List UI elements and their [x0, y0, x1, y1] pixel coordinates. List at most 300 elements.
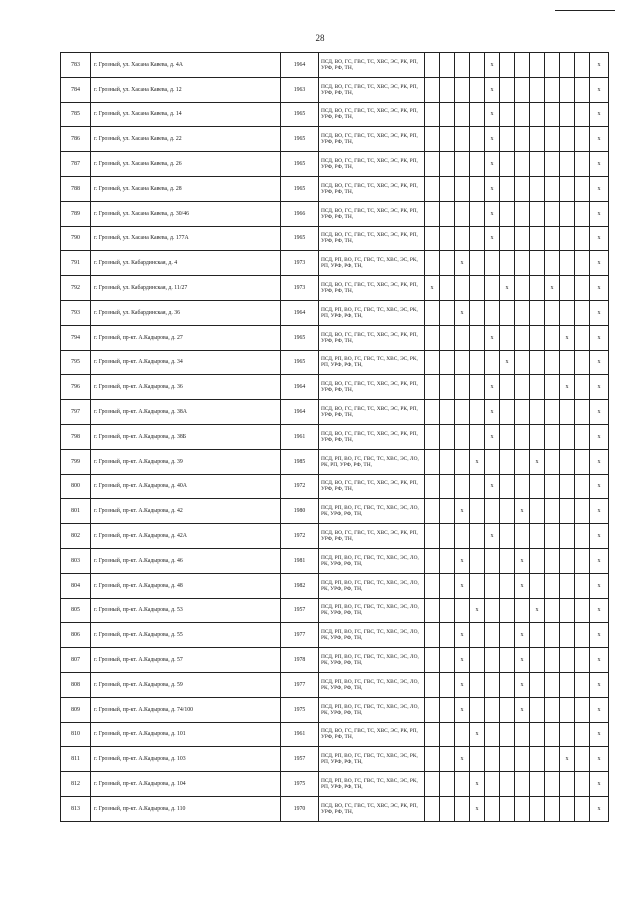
row-number: 790: [61, 226, 91, 251]
mark-cell: [560, 474, 575, 499]
year-cell: 1970: [281, 796, 319, 821]
mark-cell: [560, 400, 575, 425]
address-cell: г. Грозный, пр-кт. А.Кадырова, д. 34: [91, 350, 281, 375]
mark-cell: x: [590, 697, 609, 722]
table-row: [61, 53, 609, 78]
table-row: [61, 672, 609, 697]
address-cell: г. Грозный, ул. Кабардинская, д. 11/27: [91, 276, 281, 301]
mark-cell: [470, 77, 485, 102]
mark-cell: [440, 598, 455, 623]
mark-cell: [560, 672, 575, 697]
mark-cell: [470, 747, 485, 772]
mark-cell: [545, 499, 560, 524]
mark-cell: [485, 623, 500, 648]
mark-cell: [575, 697, 590, 722]
mark-cell: [575, 325, 590, 350]
table-row: [61, 325, 609, 350]
mark-cell: [440, 201, 455, 226]
table-row: [61, 350, 609, 375]
year-cell: 1961: [281, 722, 319, 747]
row-number: 784: [61, 77, 91, 102]
mark-cell: [470, 176, 485, 201]
mark-cell: x: [530, 449, 545, 474]
mark-cell: [425, 499, 440, 524]
mark-cell: [575, 548, 590, 573]
mark-cell: [470, 548, 485, 573]
year-cell: 1965: [281, 226, 319, 251]
table-row: [61, 722, 609, 747]
year-cell: 1957: [281, 598, 319, 623]
mark-cell: [545, 375, 560, 400]
mark-cell: x: [455, 251, 470, 276]
mark-cell: [425, 598, 440, 623]
mark-cell: [500, 623, 515, 648]
mark-cell: [500, 474, 515, 499]
mark-cell: [455, 276, 470, 301]
systems-cell: ПСД, ВО, ГС, ГВС, ТС, ХВС, ЭС, РК, РП, УРФ, РФ, ТН,: [319, 152, 425, 177]
mark-cell: [500, 325, 515, 350]
mark-cell: [440, 623, 455, 648]
mark-cell: [470, 623, 485, 648]
mark-cell: [575, 127, 590, 152]
address-cell: г. Грозный, пр-кт. А.Кадырова, д. 48: [91, 573, 281, 598]
table-row: [61, 77, 609, 102]
row-number: 808: [61, 672, 91, 697]
row-number: 787: [61, 152, 91, 177]
mark-cell: [440, 325, 455, 350]
mark-cell: [455, 524, 470, 549]
mark-cell: [470, 573, 485, 598]
year-cell: 1985: [281, 449, 319, 474]
mark-cell: [485, 747, 500, 772]
mark-cell: x: [590, 251, 609, 276]
mark-cell: x: [485, 77, 500, 102]
mark-cell: [485, 722, 500, 747]
mark-cell: [575, 77, 590, 102]
mark-cell: [440, 276, 455, 301]
address-cell: г. Грозный, пр-кт. А.Кадырова, д. 39: [91, 449, 281, 474]
address-cell: г. Грозный, ул. Хасана Кавева, д. 4А: [91, 53, 281, 78]
mark-cell: [530, 201, 545, 226]
systems-cell: ПСД, ВО, ГС, ГВС, ТС, ХВС, ЭС, РК, РП, УРФ, РФ, ТН,: [319, 796, 425, 821]
row-number: 799: [61, 449, 91, 474]
address-cell: г. Грозный, пр-кт. А.Кадырова, д. 27: [91, 325, 281, 350]
mark-cell: [530, 325, 545, 350]
mark-cell: [425, 152, 440, 177]
mark-cell: [425, 102, 440, 127]
mark-cell: [485, 499, 500, 524]
mark-cell: [425, 449, 440, 474]
mark-cell: [440, 102, 455, 127]
table-body: [61, 53, 609, 822]
mark-cell: x: [500, 276, 515, 301]
mark-cell: x: [515, 648, 530, 673]
systems-cell: ПСД, РП, ВО, ГС, ГВС, ТС, ХВС, ЭС, РК, РП, УРФ, РФ, ТН,: [319, 350, 425, 375]
mark-cell: [485, 697, 500, 722]
mark-cell: [515, 449, 530, 474]
mark-cell: [560, 697, 575, 722]
mark-cell: [545, 201, 560, 226]
mark-cell: x: [455, 623, 470, 648]
mark-cell: x: [485, 102, 500, 127]
mark-cell: [455, 400, 470, 425]
top-rule: [555, 10, 615, 11]
mark-cell: x: [485, 53, 500, 78]
page-number: 28: [315, 33, 325, 43]
mark-cell: [545, 53, 560, 78]
mark-cell: x: [485, 325, 500, 350]
mark-cell: x: [590, 400, 609, 425]
mark-cell: [545, 796, 560, 821]
mark-cell: [425, 77, 440, 102]
table-row: [61, 499, 609, 524]
table-row: [61, 176, 609, 201]
mark-cell: [455, 350, 470, 375]
mark-cell: x: [425, 276, 440, 301]
mark-cell: [575, 598, 590, 623]
year-cell: 1965: [281, 325, 319, 350]
mark-cell: x: [590, 176, 609, 201]
mark-cell: [470, 102, 485, 127]
mark-cell: [560, 77, 575, 102]
mark-cell: [470, 152, 485, 177]
mark-cell: [455, 127, 470, 152]
mark-cell: [455, 53, 470, 78]
mark-cell: [470, 474, 485, 499]
mark-cell: [500, 251, 515, 276]
mark-cell: [560, 102, 575, 127]
table-row: [61, 251, 609, 276]
year-cell: 1975: [281, 772, 319, 797]
year-cell: 1965: [281, 176, 319, 201]
mark-cell: [440, 573, 455, 598]
mark-cell: [575, 276, 590, 301]
year-cell: 1973: [281, 251, 319, 276]
mark-cell: [485, 573, 500, 598]
mark-cell: [515, 251, 530, 276]
mark-cell: [530, 573, 545, 598]
mark-cell: [545, 350, 560, 375]
mark-cell: [575, 226, 590, 251]
mark-cell: [515, 424, 530, 449]
mark-cell: [440, 424, 455, 449]
mark-cell: [485, 276, 500, 301]
mark-cell: [575, 524, 590, 549]
mark-cell: [545, 524, 560, 549]
year-cell: 1966: [281, 201, 319, 226]
year-cell: 1961: [281, 424, 319, 449]
row-number: 811: [61, 747, 91, 772]
address-cell: г. Грозный, ул. Хасана Кавева, д. 12: [91, 77, 281, 102]
mark-cell: x: [590, 201, 609, 226]
mark-cell: [470, 400, 485, 425]
address-cell: г. Грозный, пр-кт. А.Кадырова, д. 36: [91, 375, 281, 400]
address-cell: г. Грозный, пр-кт. А.Кадырова, д. 103: [91, 747, 281, 772]
mark-cell: [455, 152, 470, 177]
year-cell: 1973: [281, 276, 319, 301]
mark-cell: [500, 375, 515, 400]
mark-cell: x: [485, 474, 500, 499]
row-number: 812: [61, 772, 91, 797]
mark-cell: [515, 102, 530, 127]
mark-cell: [575, 449, 590, 474]
mark-cell: [440, 474, 455, 499]
systems-cell: ПСД, ВО, ГС, ГВС, ТС, ХВС, ЭС, РК, РП, УРФ, РФ, ТН,: [319, 201, 425, 226]
row-number: 792: [61, 276, 91, 301]
mark-cell: [530, 226, 545, 251]
mark-cell: [440, 747, 455, 772]
mark-cell: [455, 375, 470, 400]
systems-cell: ПСД, ВО, ГС, ГВС, ТС, ХВС, ЭС, РК, РП, УРФ, РФ, ТН,: [319, 226, 425, 251]
mark-cell: [425, 548, 440, 573]
mark-cell: [455, 474, 470, 499]
mark-cell: x: [590, 350, 609, 375]
table-row: [61, 449, 609, 474]
mark-cell: x: [485, 226, 500, 251]
mark-cell: x: [515, 499, 530, 524]
table-row: [61, 697, 609, 722]
mark-cell: [485, 796, 500, 821]
mark-cell: [560, 424, 575, 449]
mark-cell: [575, 499, 590, 524]
mark-cell: [425, 375, 440, 400]
mark-cell: x: [590, 672, 609, 697]
mark-cell: [485, 772, 500, 797]
mark-cell: [530, 697, 545, 722]
mark-cell: [545, 325, 560, 350]
mark-cell: [560, 350, 575, 375]
mark-cell: x: [590, 796, 609, 821]
year-cell: 1957: [281, 747, 319, 772]
row-number: 802: [61, 524, 91, 549]
mark-cell: [530, 499, 545, 524]
mark-cell: [425, 648, 440, 673]
mark-cell: [545, 474, 560, 499]
year-cell: 1964: [281, 375, 319, 400]
mark-cell: [425, 201, 440, 226]
mark-cell: x: [590, 598, 609, 623]
mark-cell: [560, 499, 575, 524]
row-number: 807: [61, 648, 91, 673]
mark-cell: x: [590, 772, 609, 797]
mark-cell: [545, 226, 560, 251]
address-cell: г. Грозный, ул. Хасана Кавева, д. 28: [91, 176, 281, 201]
mark-cell: [440, 350, 455, 375]
mark-cell: [425, 697, 440, 722]
systems-cell: ПСД, РП, ВО, ГС, ГВС, ТС, ХВС, ЭС, ЛО, РК, УРФ, РФ, ТН,: [319, 623, 425, 648]
mark-cell: x: [590, 648, 609, 673]
year-cell: 1980: [281, 499, 319, 524]
table-row: [61, 152, 609, 177]
mark-cell: [560, 623, 575, 648]
mark-cell: [470, 524, 485, 549]
mark-cell: [560, 573, 575, 598]
year-cell: 1975: [281, 697, 319, 722]
table-row: [61, 796, 609, 821]
systems-cell: ПСД, ВО, ГС, ГВС, ТС, ХВС, ЭС, РК, РП, УРФ, РФ, ТН,: [319, 400, 425, 425]
year-cell: 1982: [281, 573, 319, 598]
address-cell: г. Грозный, ул. Хасана Кавева, д. 22: [91, 127, 281, 152]
mark-cell: x: [455, 300, 470, 325]
mark-cell: [560, 251, 575, 276]
mark-cell: [500, 127, 515, 152]
mark-cell: [545, 722, 560, 747]
mark-cell: [500, 176, 515, 201]
mark-cell: [545, 400, 560, 425]
mark-cell: x: [590, 152, 609, 177]
row-number: 804: [61, 573, 91, 598]
table-row: [61, 772, 609, 797]
mark-cell: [500, 598, 515, 623]
mark-cell: [500, 499, 515, 524]
year-cell: 1972: [281, 524, 319, 549]
mark-cell: [485, 300, 500, 325]
mark-cell: [575, 623, 590, 648]
mark-cell: [425, 300, 440, 325]
mark-cell: [530, 747, 545, 772]
mark-cell: [500, 672, 515, 697]
systems-cell: ПСД, РП, ВО, ГС, ГВС, ТС, ХВС, ЭС, РК, РП, УРФ, РФ, ТН,: [319, 251, 425, 276]
address-cell: г. Грозный, пр-кт. А.Кадырова, д. 55: [91, 623, 281, 648]
mark-cell: [440, 127, 455, 152]
mark-cell: x: [590, 325, 609, 350]
systems-cell: ПСД, ВО, ГС, ГВС, ТС, ХВС, ЭС, РК, РП, УРФ, РФ, ТН,: [319, 53, 425, 78]
row-number: 801: [61, 499, 91, 524]
mark-cell: [440, 226, 455, 251]
mark-cell: [425, 176, 440, 201]
mark-cell: [530, 53, 545, 78]
mark-cell: [500, 747, 515, 772]
mark-cell: [515, 375, 530, 400]
table-row: [61, 598, 609, 623]
mark-cell: x: [515, 697, 530, 722]
mark-cell: x: [560, 375, 575, 400]
mark-cell: [545, 251, 560, 276]
table-row: [61, 524, 609, 549]
mark-cell: x: [470, 598, 485, 623]
address-cell: г. Грозный, пр-кт. А.Кадырова, д. 57: [91, 648, 281, 673]
mark-cell: [425, 524, 440, 549]
table-row: [61, 623, 609, 648]
mark-cell: [575, 772, 590, 797]
mark-cell: x: [485, 400, 500, 425]
mark-cell: [560, 722, 575, 747]
mark-cell: x: [515, 623, 530, 648]
mark-cell: [545, 424, 560, 449]
mark-cell: [470, 697, 485, 722]
mark-cell: [470, 127, 485, 152]
mark-cell: x: [455, 672, 470, 697]
row-number: 797: [61, 400, 91, 425]
systems-cell: ПСД, ВО, ГС, ГВС, ТС, ХВС, ЭС, РК, РП, УРФ, РФ, ТН,: [319, 102, 425, 127]
mark-cell: [560, 796, 575, 821]
mark-cell: [545, 102, 560, 127]
mark-cell: [500, 53, 515, 78]
mark-cell: [515, 276, 530, 301]
address-cell: г. Грозный, ул. Хасана Кавева, д. 26: [91, 152, 281, 177]
mark-cell: [545, 176, 560, 201]
mark-cell: x: [455, 548, 470, 573]
row-number: 793: [61, 300, 91, 325]
row-number: 800: [61, 474, 91, 499]
mark-cell: [500, 524, 515, 549]
table-row: [61, 276, 609, 301]
mark-cell: [425, 53, 440, 78]
mark-cell: x: [590, 499, 609, 524]
mark-cell: x: [485, 524, 500, 549]
mark-cell: [530, 350, 545, 375]
mark-cell: [500, 102, 515, 127]
address-cell: г. Грозный, пр-кт. А.Кадырова, д. 53: [91, 598, 281, 623]
mark-cell: x: [485, 375, 500, 400]
row-number: 791: [61, 251, 91, 276]
mark-cell: x: [590, 449, 609, 474]
mark-cell: [530, 623, 545, 648]
systems-cell: ПСД, ВО, ГС, ГВС, ТС, ХВС, ЭС, РК, РП, УРФ, РФ, ТН,: [319, 276, 425, 301]
mark-cell: [500, 77, 515, 102]
mark-cell: [485, 449, 500, 474]
mark-cell: [455, 226, 470, 251]
mark-cell: [500, 424, 515, 449]
mark-cell: x: [590, 722, 609, 747]
mark-cell: x: [590, 524, 609, 549]
table-row: [61, 548, 609, 573]
mark-cell: x: [590, 276, 609, 301]
mark-cell: [545, 772, 560, 797]
address-cell: г. Грозный, ул. Хасана Кавева, д. 30/46: [91, 201, 281, 226]
mark-cell: [545, 648, 560, 673]
mark-cell: [500, 796, 515, 821]
year-cell: 1977: [281, 672, 319, 697]
mark-cell: [440, 251, 455, 276]
systems-cell: ПСД, ВО, ГС, ГВС, ТС, ХВС, ЭС, РК, РП, УРФ, РФ, ТН,: [319, 176, 425, 201]
mark-cell: [500, 648, 515, 673]
mark-cell: [515, 772, 530, 797]
address-cell: г. Грозный, ул. Кабардинская, д. 4: [91, 251, 281, 276]
systems-cell: ПСД, РП, ВО, ГС, ГВС, ТС, ХВС, ЭС, РК, РП, УРФ, РФ, ТН,: [319, 747, 425, 772]
mark-cell: [515, 524, 530, 549]
year-cell: 1965: [281, 152, 319, 177]
mark-cell: [530, 672, 545, 697]
address-cell: г. Грозный, пр-кт. А.Кадырова, д. 59: [91, 672, 281, 697]
mark-cell: [560, 449, 575, 474]
mark-cell: [500, 300, 515, 325]
mark-cell: [425, 400, 440, 425]
systems-cell: ПСД, РП, ВО, ГС, ГВС, ТС, ХВС, ЭС, ЛО, РК, УРФ, РФ, ТН,: [319, 648, 425, 673]
mark-cell: [560, 127, 575, 152]
mark-cell: [530, 648, 545, 673]
systems-cell: ПСД, ВО, ГС, ГВС, ТС, ХВС, ЭС, РК, РП, УРФ, РФ, ТН,: [319, 524, 425, 549]
mark-cell: [560, 598, 575, 623]
mark-cell: [425, 722, 440, 747]
mark-cell: [470, 424, 485, 449]
mark-cell: [485, 648, 500, 673]
table-row: [61, 424, 609, 449]
mark-cell: [530, 300, 545, 325]
row-number: 810: [61, 722, 91, 747]
mark-cell: [425, 573, 440, 598]
mark-cell: [470, 648, 485, 673]
mark-cell: x: [560, 325, 575, 350]
mark-cell: x: [590, 77, 609, 102]
systems-cell: ПСД, РП, ВО, ГС, ГВС, ТС, ХВС, ЭС, ЛО, РК, УРФ, РФ, ТН,: [319, 499, 425, 524]
mark-cell: [515, 474, 530, 499]
address-cell: г. Грозный, ул. Кабардинская, д. 36: [91, 300, 281, 325]
table-row: [61, 127, 609, 152]
mark-cell: x: [515, 548, 530, 573]
mark-cell: [500, 400, 515, 425]
mark-cell: [485, 548, 500, 573]
